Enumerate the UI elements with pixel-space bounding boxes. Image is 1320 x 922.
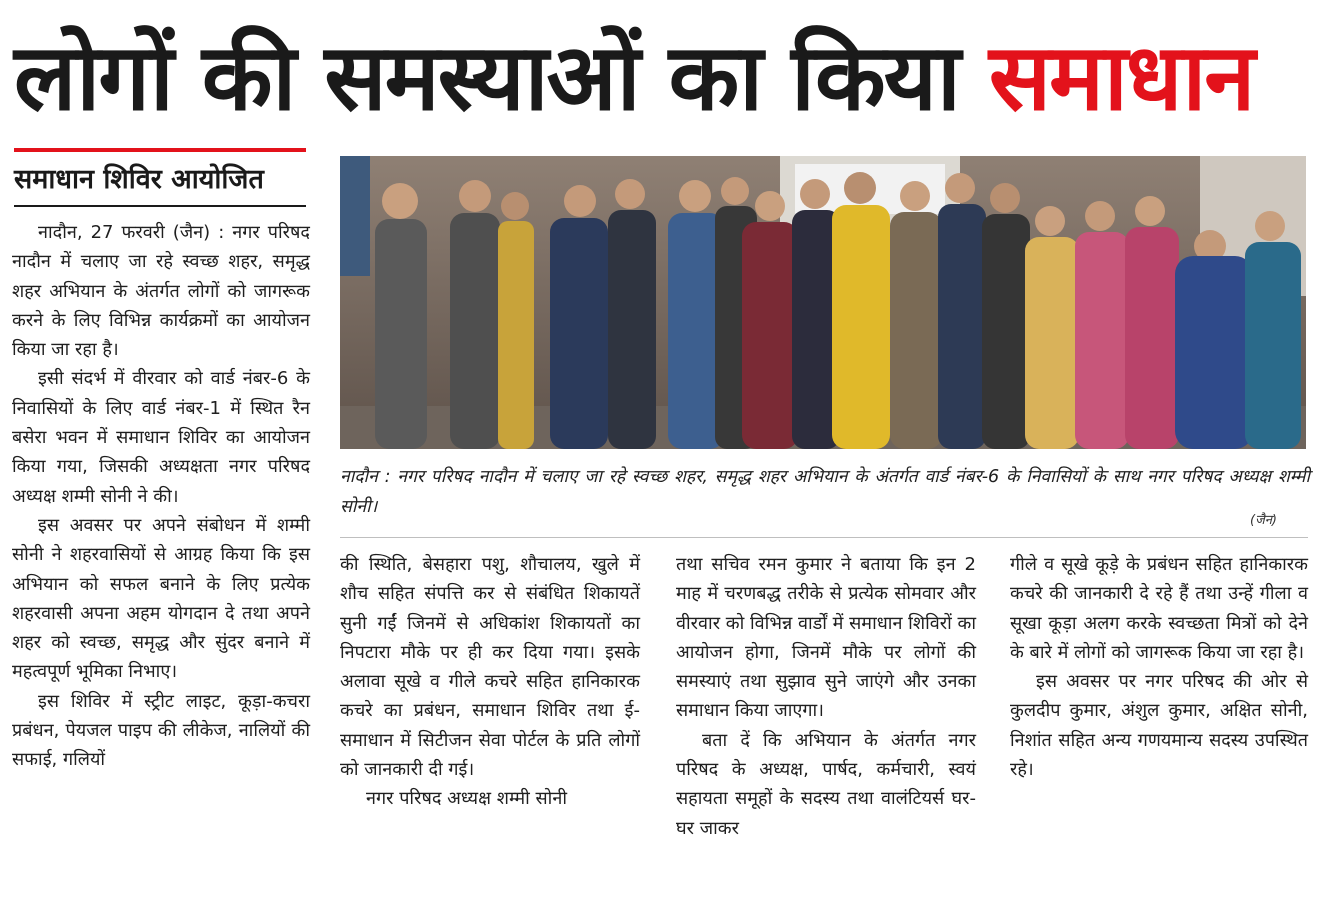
subhead-rule [14, 148, 306, 152]
paragraph: इस अवसर पर अपने संबोधन में शम्मी सोनी ने शहरवासियों से आग्रह किया कि इस अभियान को सफल बनाने के लिए प्रत्येक शहरवासी अपना अहम योगदान दे तथा अपने शहर को स्वच्छ, समृद्ध और सुंदर बनाने में महत्वपूर्ण भूमिका निभाए। [12, 514, 310, 683]
headline-accent: समाधान [988, 24, 1254, 131]
photo-caption: नादौन : नगर परिषद नादौन में चलाए जा रहे स्वच्छ शहर, समृद्ध शहर अभियान के अंतर्गत वार्ड नंबर-6 के निवासियों के साथ नगर परिषद अध्यक्ष शम्मी सोनी। [340, 467, 1310, 517]
photo-credit: (जैन) [1250, 513, 1278, 528]
paragraph: बता दें कि अभियान के अंतर्गत नगर परिषद के अध्यक्ष, पार्षद, कर्मचारी, स्वयं सहायता समूहों के सदस्य तथा वालंटियर्स घर-घर जाकर [676, 729, 976, 839]
article-column-3 [676, 550, 976, 843]
subhead-underline [14, 205, 306, 207]
headline-main: लोगों की समस्याओं का किया [14, 24, 989, 131]
paragraph: नगर परिषद अध्यक्ष शम्मी सोनी [366, 788, 567, 810]
headline [14, 18, 1314, 138]
article-column-2 [340, 550, 640, 814]
group-photo [340, 156, 1306, 449]
paragraph: इस अवसर पर नगर परिषद की ओर से कुलदीप कुमार, अंशुल कुमार, अक्षित सोनी, निशांत सहित अन्य गणयमान्य सदस्य उपस्थित रहे। [1010, 671, 1308, 781]
paragraph: तथा सचिव रमन कुमार ने बताया कि इन 2 माह में चरणबद्ध तरीके से प्रत्येक सोमवार और वीरवार को विभिन्न वार्डों में समाधान शिविरों का आयोजन होगा, जिनमें मौके पर लोगों की समस्याएं तथा सुझाव सुने जाएंगे और उनका समाधान किया जाएगा। [676, 554, 976, 722]
paragraph: इसी संदर्भ में वीरवार को वार्ड नंबर-6 के निवासियों के लिए वार्ड नंबर-1 में स्थित रैन बसेरा भवन में समाधान शिविर का आयोजन किया गया, जिसकी अध्यक्षता नगर परिषद अध्यक्ष शम्मी सोनी ने की। [12, 368, 310, 507]
subhead: समाधान शिविर आयोजित [14, 164, 264, 195]
paragraph: गीले व सूखे कूड़े के प्रबंधन सहित हानिकारक कचरे की जानकारी दे रहे हैं तथा उन्हें गीला व सूखा कूड़ा अलग करके स्वच्छता मित्रों को देने के बारे में लोगों को जागरूक किया जा रहा है। [1010, 554, 1308, 663]
paragraph: नादौन, 27 फरवरी (जैन) : नगर परिषद नादौन में चलाए जा रहे स्वच्छ शहर, समृद्ध शहर अभियान के अंतर्गत लोगों को जागरूक करने के लिए विभिन्न कार्यक्रमों का आयोजन किया जा रहा है। [12, 222, 310, 361]
group-photo-image [340, 156, 1306, 449]
caption-divider [340, 537, 1308, 538]
paragraph: की स्थिति, बेसहारा पशु, शौचालय, खुले में शौच सहित संपत्ति कर से संबंधित शिकायतें सुनी गईं जिनमें से अधिकांश शिकायतों का निपटारा मौके पर ही कर दिया गया। इसके अलावा सूखे व गीले कचरे सहित हानिकारक कचरे का प्रबंधन, समाधान शिविर तथा ई- समाधान में सिटीजन सेवा पोर्टल के प्रति लोगों को जानकारी दी गई। [340, 554, 640, 781]
paragraph: इस शिविर में स्ट्रीट लाइट, कूड़ा-कचरा प्रबंधन, पेयजल पाइप की लीकेज, नालियों की सफाई, गलियों [12, 690, 310, 771]
article-column-left [12, 218, 310, 775]
article-column-4 [1010, 550, 1308, 784]
